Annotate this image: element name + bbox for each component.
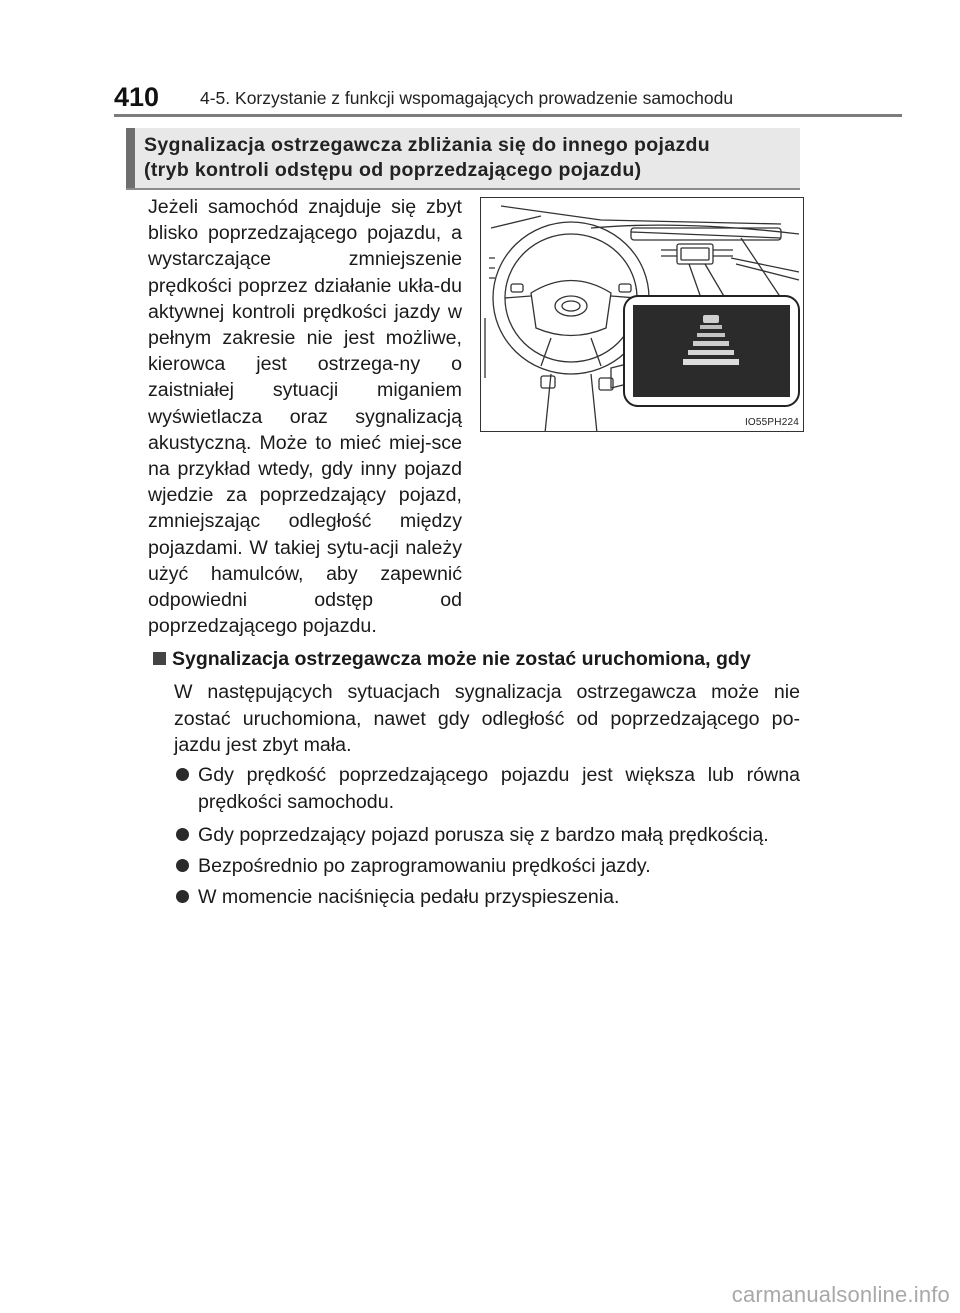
page-number: 410 xyxy=(114,82,160,112)
section-title xyxy=(144,133,794,183)
header-rule xyxy=(114,114,902,117)
bullet-dot-icon xyxy=(176,828,189,841)
figure-code: IO55PH224 xyxy=(744,417,799,428)
bullet-dot-icon xyxy=(176,768,189,781)
bullet-dot-icon xyxy=(176,890,189,903)
bullet-dot-icon xyxy=(176,859,189,872)
list-item-text: Bezpośrednio po zaprogramowaniu prędkości jazdy. xyxy=(198,855,651,877)
section-accent-bar xyxy=(126,128,135,188)
page-header xyxy=(114,84,904,110)
section-title-line-2: (tryb kontroli odstępu od poprzedzającego pojazdu) xyxy=(144,159,642,181)
dashboard-drawing xyxy=(481,198,804,432)
list-item-text: Gdy prędkość poprzedzającego pojazdu jest większa lub równa prędkości samochodu. xyxy=(198,764,800,813)
intro-paragraph: Jeżeli samochód znajduje się zbyt blisko poprzedzającego pojazdu, a wystarczające zmniejszenie prędkości poprzez działanie ukła-du aktywnej kontroli prędkości jazdy w pełnym zakresie nie jest możliwe, kierowca jest ostrzega-ny o zaistniałej sytuacji miganiem wyświetlacza oraz sygnalizacją akustyczną. Może to mieć miej-sce na przykład wtedy, gdy inny pojazd wjedzie za poprzedzający pojazd, zmniejszając odległość między pojazdami. W takiej sytu-acji należy użyć hamulców, aby zapewnić odpowiedni odstęp od poprzedzającego pojazdu. xyxy=(148,196,462,638)
square-bullet-icon xyxy=(153,652,166,665)
chapter-title: 4-5. Korzystanie z funkcji wspomagających prowadzenie samochodu xyxy=(200,88,734,108)
list-item-text: W momencie naciśnięcia pedału przyspieszenia. xyxy=(198,886,620,908)
dashboard-illustration xyxy=(480,197,804,432)
subsection-heading: Sygnalizacja ostrzegawcza może nie zostać uruchomiona, gdy xyxy=(172,648,751,670)
section-title-box xyxy=(126,128,800,190)
section-title-line-1: Sygnalizacja ostrzegawcza zbliżania się do innego pojazdu xyxy=(144,134,711,156)
subsection-paragraph: W następujących sytuacjach sygnalizacja ostrzegawcza może nie zostać uruchomiona, nawet gdy odległość od poprzedzającego po-jazdu jest zbyt mała. xyxy=(174,681,800,756)
list-item-text: Gdy poprzedzający pojazd porusza się z bardzo małą prędkością. xyxy=(198,824,769,846)
watermark: carmanualsonline.info xyxy=(731,1282,950,1307)
